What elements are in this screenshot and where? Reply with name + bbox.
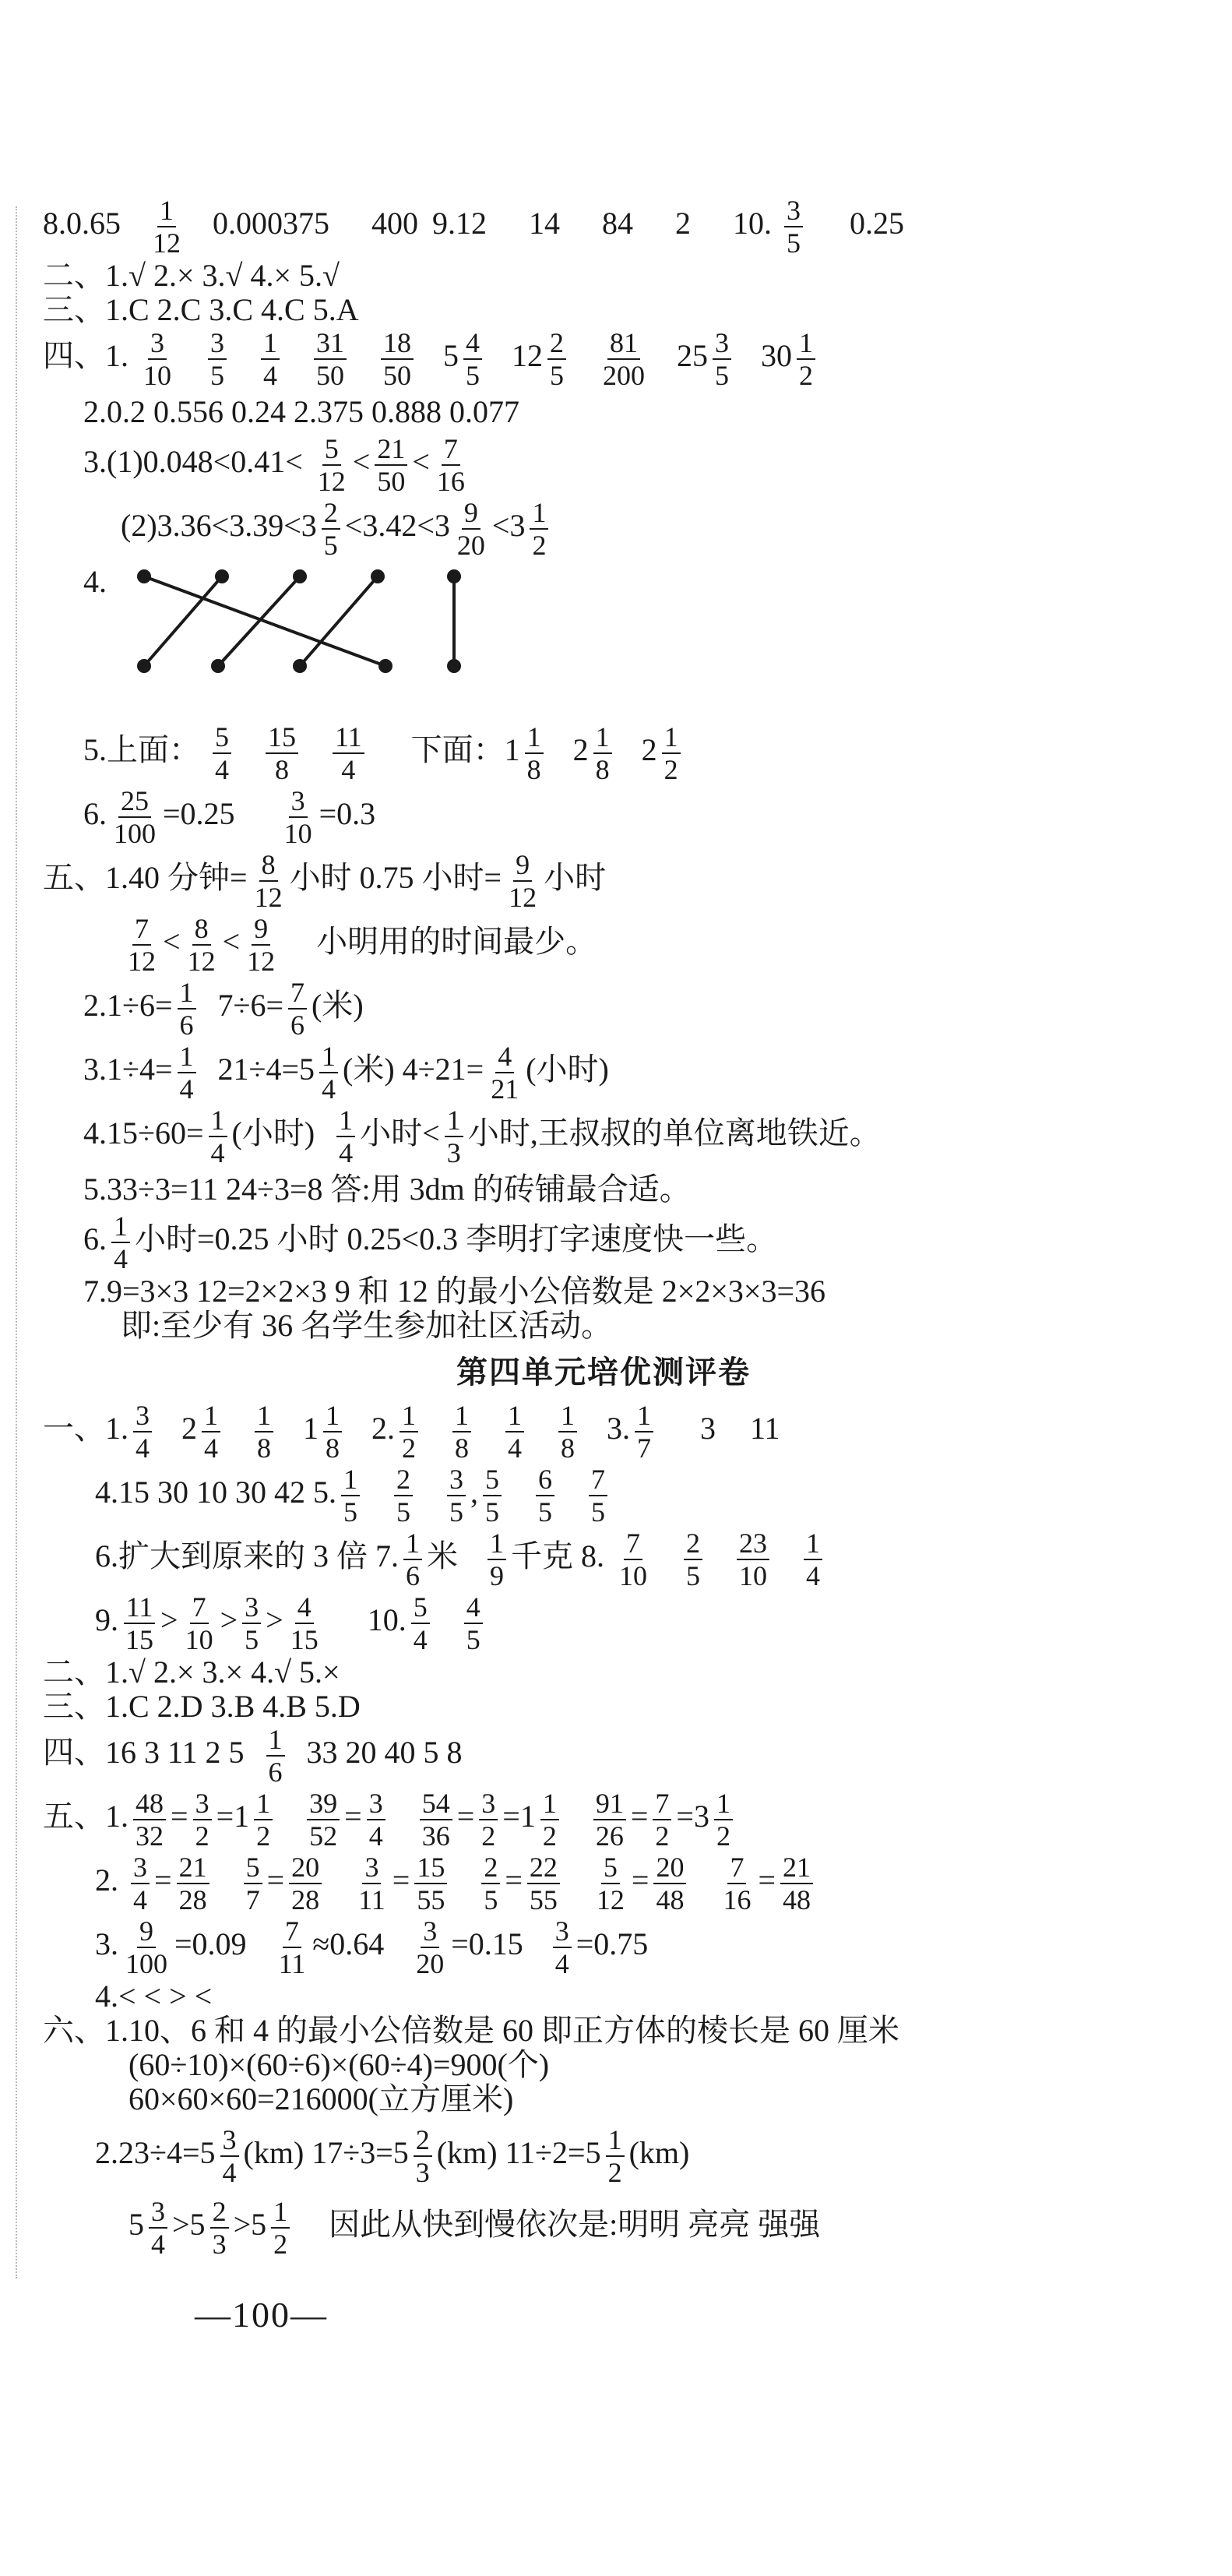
fraction: $\frac{3}{4}$: [367, 1788, 385, 1852]
text: 5: [443, 338, 459, 374]
fraction: $\frac{3}{20}$: [416, 1915, 445, 1979]
fraction: $\frac{9}{100}$: [125, 1915, 167, 1979]
text: 2.23÷4=5: [95, 2135, 216, 2171]
fraction: $\frac{1}{4}$: [804, 1528, 822, 1591]
fraction: $\frac{7}{11}$: [278, 1915, 306, 1979]
text: 6.: [83, 1221, 107, 1257]
unit4-section-4-answers: [43, 1724, 1164, 1788]
text: 5: [128, 2207, 144, 2243]
text: 400: [371, 206, 418, 241]
fraction: $\frac{3}{10}$: [143, 327, 171, 391]
match-dot: [372, 571, 383, 582]
text: 2: [675, 206, 691, 241]
match-dot: [139, 661, 150, 671]
text: 小时: [544, 860, 607, 896]
fraction: $\frac{1}{2}$: [797, 327, 815, 391]
text: >5: [233, 2207, 267, 2243]
text: <3.42<3: [344, 508, 450, 544]
fraction: $\frac{1}{3}$: [445, 1105, 463, 1168]
text: 12: [512, 338, 543, 374]
fraction: $\frac{39}{52}$: [307, 1788, 340, 1852]
fraction: $\frac{5}{5}$: [483, 1464, 502, 1528]
fraction: $\frac{1}{4}$: [505, 1400, 524, 1464]
text: 1: [519, 1799, 536, 1834]
section-5-row-3: [43, 977, 1164, 1041]
fraction: $\frac{9}{12}$: [509, 849, 537, 913]
text: 8.0.65: [43, 206, 121, 241]
fraction: $\frac{3}{10}$: [283, 785, 312, 849]
match-dot: [380, 661, 391, 671]
text: 3.(1)0.048<0.41<: [83, 444, 303, 480]
text: (米) 4÷21=: [343, 1052, 484, 1087]
unit4-section-6-row-5: [43, 2196, 1164, 2260]
fraction: $\frac{1}{4}$: [111, 1210, 130, 1274]
text: 3.: [95, 1926, 118, 1962]
fraction: $\frac{1}{8}$: [525, 721, 544, 785]
match-dot: [216, 571, 227, 582]
fraction: $\frac{3}{5}$: [447, 1464, 466, 1528]
text: 一、1.: [43, 1411, 128, 1447]
fraction: $\frac{3}{4}$: [131, 1852, 150, 1915]
fraction: $\frac{1}{2}$: [271, 2196, 290, 2260]
fraction: $\frac{7}{5}$: [589, 1464, 607, 1528]
unit4-row-4: 9. $\frac{11}{15}$ > $\frac{7}{10}$ > $\frac{3}{5}$ > $\frac{4}{15}$ 10. $\frac{5}{4}$ $\frac{4}{5}$: [43, 1591, 1164, 1655]
text: 9.: [95, 1602, 118, 1638]
fraction: $\frac{81}{200}$: [603, 327, 645, 391]
fraction: $\frac{5}{7}$: [244, 1852, 262, 1915]
fraction: $\frac{3}{11}$: [358, 1852, 385, 1915]
text: 2: [572, 732, 589, 768]
fraction: $\frac{5}{12}$: [317, 433, 346, 497]
answer-row-8-10: [43, 195, 1164, 259]
match-dot: [449, 571, 459, 582]
match-dot: [213, 661, 224, 671]
fraction: $\frac{1}{8}$: [593, 721, 612, 785]
fraction: $\frac{9}{20}$: [456, 497, 485, 561]
text: (km): [628, 2135, 690, 2171]
section-5-row-6: 5.33÷3=11 24÷3=8 答:用 3dm 的砖铺最合适。: [83, 1172, 691, 1207]
text: =0.15: [451, 1926, 523, 1962]
section-5-row-1: [43, 849, 1164, 913]
fraction: $\frac{1}{2}$: [714, 1788, 733, 1852]
unit4-section-6-row-1: 六、1.10、6 和 4 的最小公倍数是 60 即正方体的棱长是 60 厘米: [43, 2013, 899, 2048]
section-4-row-6: [43, 785, 1164, 849]
fraction: $\frac{21}{50}$: [375, 433, 407, 497]
text: 米: [427, 1538, 458, 1574]
text: =0.25: [163, 796, 235, 832]
section-5-row-8: 7.9=3×3 12=2×2×3 9 和 12 的最小公倍数是 2×2×3×3=36: [83, 1274, 826, 1309]
fraction: $\frac{1}{6}$: [403, 1528, 422, 1591]
fraction: $\frac{1}{6}$: [178, 977, 196, 1041]
item-label: 4.: [83, 564, 107, 599]
unit4-row-1: [43, 1400, 1164, 1464]
unit4-row-3: [43, 1528, 1164, 1591]
match-dot: [139, 571, 150, 582]
fraction: $\frac{1}{2}$: [530, 497, 548, 561]
fraction: $\frac{3}{5}$: [784, 195, 803, 259]
fraction: $\frac{2}{5}$: [322, 497, 340, 561]
section-5-row-7: [43, 1210, 1164, 1274]
fraction: $\frac{2}{3}$: [414, 2124, 432, 2188]
binding-margin-rule: [16, 206, 17, 2278]
unit4-section-3-answers: 三、1.C 2.D 3.B 4.B 5.D: [43, 1689, 361, 1724]
fraction: $\frac{1}{4}$: [319, 1041, 338, 1105]
unit4-section-5-row-4: 4.< < > <: [95, 1979, 213, 2014]
fraction: $\frac{7}{6}$: [288, 977, 307, 1041]
fraction: $\frac{1}{2}$: [254, 1788, 273, 1852]
text: 2.1÷6=: [83, 988, 173, 1024]
match-line: [218, 576, 300, 666]
fraction: $\frac{1}{9}$: [488, 1528, 506, 1591]
page-number: —100—: [195, 2295, 328, 2335]
section-3-answers: 三、1.C 2.C 3.C 4.C 5.A: [43, 292, 359, 327]
text: (小时): [526, 1052, 609, 1087]
fraction: $\frac{3}{5}$: [713, 327, 731, 391]
fraction: $\frac{1}{2}$: [606, 2124, 625, 2188]
section-5-row-4: [43, 1041, 1164, 1105]
text: 0.25: [850, 206, 904, 241]
fraction: $\frac{22}{55}$: [527, 1852, 560, 1915]
fraction: $\frac{23}{10}$: [737, 1528, 769, 1591]
fraction: $\frac{1}{4}$: [202, 1400, 220, 1464]
match-line: [300, 576, 378, 666]
text: 84: [602, 206, 633, 241]
fraction: $\frac{3}{5}$: [208, 327, 227, 391]
section-2-answers: 二、1.√ 2.× 3.√ 4.× 5.√: [43, 258, 340, 293]
fraction: $\frac{4}{21}$: [491, 1041, 519, 1105]
text: =0.09: [174, 1926, 247, 1962]
match-dot: [294, 661, 305, 671]
text: 3.: [607, 1411, 630, 1447]
text: 0.000375: [213, 206, 329, 241]
answer-content: [43, 195, 1164, 2260]
fraction: $\frac{1}{2}$: [662, 721, 681, 785]
fraction: $\frac{15}{55}$: [414, 1852, 447, 1915]
text: 33 20 40 5 8: [306, 1735, 463, 1771]
text: 7÷6=: [217, 988, 284, 1024]
fraction: $\frac{1}{5}$: [341, 1464, 360, 1528]
fraction: $\frac{3}{2}$: [193, 1788, 212, 1852]
match-line: [144, 576, 385, 666]
text: 小时,王叔叔的单位离地铁近。: [467, 1115, 881, 1151]
unit-4-title: 第四单元培优测评卷: [456, 1355, 751, 1390]
fraction: $\frac{54}{36}$: [420, 1788, 452, 1852]
fraction: $\frac{91}{26}$: [593, 1788, 626, 1852]
text: 2: [181, 1411, 197, 1447]
fraction: $\frac{2}{5}$: [481, 1852, 500, 1915]
fraction: $\frac{1}{8}$: [323, 1400, 342, 1464]
fraction: $\frac{8}{12}$: [187, 913, 216, 977]
text: (米): [312, 988, 364, 1024]
unit4-section-5-row-1: 五、1. $\frac{48}{32}$ = $\frac{3}{2}$ =1 $\frac{1}{2}$ $\frac{39}{52}$ = $\frac{3}{4}$ $\frac{54}{36}$ = $\frac{3}{2}$ =1 $\frac{1}{2}$ $\frac{91}{26}$ = $\frac{7}{2}$ =3 $\frac{1}{2}$: [43, 1788, 1164, 1852]
fraction: $\frac{6}{5}$: [536, 1464, 554, 1528]
fraction: $\frac{2}{5}$: [547, 327, 566, 391]
fraction: $\frac{11}{15}$: [123, 1591, 156, 1655]
text: ≈0.64: [312, 1926, 385, 1962]
text: 11: [750, 1411, 780, 1447]
matching-lines: [43, 561, 510, 717]
text: 10.: [367, 1602, 407, 1638]
fraction: $\frac{3}{4}$: [149, 2196, 167, 2260]
text: 10.: [733, 206, 772, 241]
fraction: $\frac{7}{16}$: [436, 433, 465, 497]
fraction: $\frac{18}{50}$: [381, 327, 414, 391]
text: 9.12: [432, 206, 487, 241]
fraction: $\frac{1}{4}$: [261, 327, 280, 391]
unit4-section-2-answers: 二、1.√ 2.× 3.× 4.√ 5.×: [43, 1654, 340, 1690]
text: 五、1.40 分钟=: [43, 860, 248, 896]
fraction: $\frac{2}{5}$: [684, 1528, 702, 1591]
text: 1: [234, 1799, 250, 1834]
fraction: $\frac{20}{28}$: [289, 1852, 322, 1915]
fraction: $\frac{21}{48}$: [780, 1852, 813, 1915]
fraction: $\frac{1}{12}$: [153, 195, 181, 259]
unit4-section-5-row-2: 2. $\frac{3}{4}$ = $\frac{21}{28}$ $\frac{5}{7}$ = $\frac{20}{28}$ $\frac{3}{11}$ = $\frac{15}{55}$ $\frac{2}{5}$ = $\frac{22}{55}$ $\frac{5}{12}$ = $\frac{20}{48}$ $\frac{7}{16}$ = $\frac{21}{48}$: [43, 1852, 1164, 1915]
text: 小时 0.75 小时=: [289, 860, 502, 896]
fraction: $\frac{7}{10}$: [619, 1528, 647, 1591]
fraction: $\frac{5}{12}$: [596, 1852, 625, 1915]
fraction: $\frac{3}{4}$: [553, 1915, 572, 1979]
fraction: $\frac{3}{4}$: [133, 1400, 152, 1464]
text: 2: [641, 732, 657, 768]
text: 1: [303, 1411, 319, 1447]
fraction: $\frac{9}{12}$: [247, 913, 276, 977]
text: 下面：1: [410, 732, 520, 768]
fraction: $\frac{4}{15}$: [290, 1591, 319, 1655]
fraction: $\frac{2}{5}$: [394, 1464, 413, 1528]
text: 21÷4=5: [217, 1052, 315, 1087]
fraction: $\frac{7}{16}$: [723, 1852, 752, 1915]
fraction: $\frac{48}{32}$: [133, 1788, 166, 1852]
fraction: $\frac{4}{5}$: [463, 327, 482, 391]
section-4-row-1: [43, 327, 1164, 391]
fraction: $\frac{8}{12}$: [254, 849, 283, 913]
text: 14: [529, 206, 560, 241]
fraction: $\frac{15}{8}$: [266, 721, 298, 785]
section-4-row-5: [43, 721, 1164, 785]
fraction: $\frac{21}{28}$: [177, 1852, 209, 1915]
fraction: $\frac{1}{2}$: [540, 1788, 559, 1852]
text: 2.: [371, 1411, 395, 1447]
text: 30: [761, 338, 792, 374]
fraction: $\frac{1}{4}$: [209, 1105, 227, 1168]
unit4-row-2: 4.15 30 10 30 42 5. $\frac{1}{5}$ $\frac{2}{5}$ $\frac{3}{5}$ , $\frac{5}{5}$ $\frac{6}{5}$ $\frac{7}{5}$: [43, 1464, 1164, 1528]
match-dot: [294, 571, 305, 582]
fraction: $\frac{7}{10}$: [185, 1591, 213, 1655]
text: (小时): [231, 1115, 315, 1151]
unit4-section-6-row-4: [43, 2124, 1164, 2188]
fraction: $\frac{5}{4}$: [213, 721, 231, 785]
text: >5: [172, 2207, 206, 2243]
unit4-section-6-row-3: 60×60×60=216000(立方厘米): [128, 2081, 514, 2116]
fraction: $\frac{1}{8}$: [558, 1400, 577, 1464]
text: 千克 8.: [511, 1538, 604, 1574]
fraction: $\frac{31}{50}$: [314, 327, 347, 391]
text: 小时<: [360, 1115, 440, 1151]
text: 2.: [95, 1862, 118, 1898]
unit4-section-6-row-2: (60÷10)×(60÷6)×(60÷4)=900(个): [128, 2047, 550, 2082]
text: 3.1÷4=: [83, 1052, 173, 1087]
text: 6.扩大到原来的 3 倍 7.: [95, 1538, 399, 1574]
fraction: $\frac{7}{12}$: [128, 913, 156, 977]
text: (2)3.36<3.39<3: [121, 508, 317, 544]
text: 小明用的时间最少。: [316, 924, 597, 960]
text: 因此从快到慢依次是:明明 亮亮 强强: [329, 2207, 821, 2243]
text: 4.15 30 10 30 42 5.: [95, 1475, 336, 1510]
fraction: $\frac{11}{4}$: [333, 721, 364, 785]
fraction: $\frac{2}{3}$: [210, 2196, 229, 2260]
text: 四、1.: [43, 338, 128, 374]
text: 五、1.: [43, 1799, 128, 1834]
fraction: $\frac{5}{4}$: [411, 1591, 430, 1655]
unit4-section-5-row-3: [43, 1915, 1164, 1979]
fraction: $\frac{1}{4}$: [178, 1041, 196, 1105]
matching-diagram: [43, 561, 1164, 717]
fraction: $\frac{1}{8}$: [255, 1400, 273, 1464]
text: (km) 11÷2=5: [436, 2135, 601, 2171]
section-4-row-4: [43, 497, 1164, 561]
text: 3: [700, 1411, 716, 1447]
text: 25: [677, 338, 708, 374]
fraction: $\frac{3}{2}$: [479, 1788, 498, 1852]
fraction: $\frac{1}{2}$: [400, 1400, 418, 1464]
section-5-row-2: $\frac{7}{12}$ < $\frac{8}{12}$ < $\frac{9}{12}$ 小明用的时间最少。: [43, 913, 1164, 977]
section-5-row-9: 即:至少有 36 名学生参加社区活动。: [121, 1308, 613, 1343]
fraction: $\frac{1}{6}$: [266, 1724, 285, 1788]
fraction: $\frac{7}{2}$: [653, 1788, 671, 1852]
text: 5.上面：: [83, 732, 200, 768]
text: 小时=0.25 小时 0.25<0.3 李明打字速度快一些。: [135, 1221, 778, 1257]
fraction: $\frac{20}{48}$: [653, 1852, 686, 1915]
text: =0.75: [576, 1926, 649, 1962]
text: <3: [491, 508, 526, 544]
section-4-row-3: 3.(1)0.048<0.41< $\frac{5}{12}$ < $\frac{21}{50}$ < $\frac{7}{16}$: [43, 433, 1164, 497]
match-dot: [449, 661, 459, 671]
text: 3: [693, 1799, 709, 1834]
text: 四、16 3 11 2 5: [43, 1735, 245, 1771]
fraction: $\frac{3}{5}$: [242, 1591, 261, 1655]
section-5-row-5: [43, 1105, 1164, 1168]
section-4-row-2: 2.0.2 0.556 0.24 2.375 0.888 0.077: [83, 394, 519, 429]
text: =0.3: [319, 796, 376, 832]
text: (km) 17÷3=5: [243, 2135, 409, 2171]
fraction: $\frac{1}{4}$: [336, 1105, 355, 1168]
fraction: $\frac{1}{7}$: [635, 1400, 653, 1464]
fraction: $\frac{4}{5}$: [464, 1591, 483, 1655]
fraction: $\frac{3}{4}$: [220, 2124, 239, 2188]
text: 4.15÷60=: [83, 1115, 204, 1151]
text: 6.: [83, 796, 107, 832]
fraction: $\frac{25}{100}$: [114, 785, 156, 849]
fraction: $\frac{1}{8}$: [452, 1400, 471, 1464]
